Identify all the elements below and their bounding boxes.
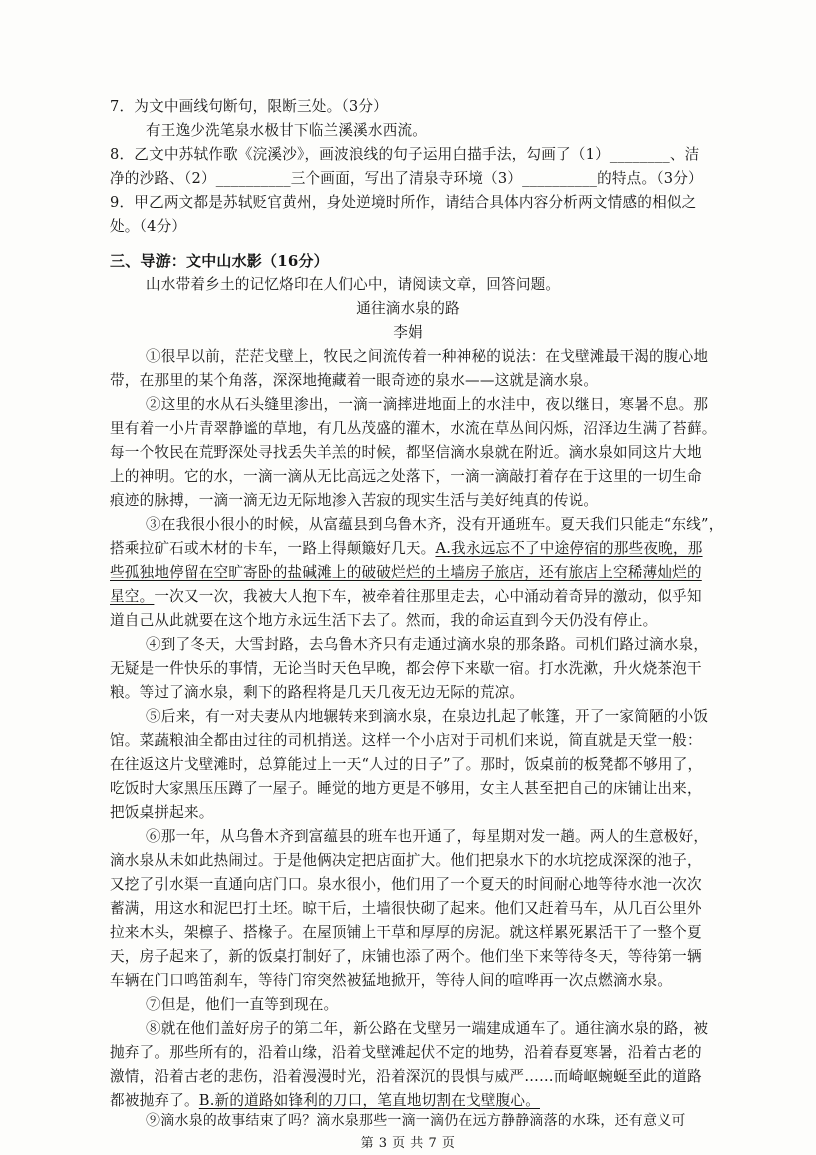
paragraph-6-line: 拉来木头，架檩子、搭椽子。在屋顶铺上干草和厚厚的房泥。就这样累死累活干了一整个夏	[110, 924, 702, 941]
paragraph-2-line: 痕迹的脉搏，一滴一滴无边无际地渗入苦寂的现实生活与美好纯真的传说。	[110, 492, 599, 509]
article-title: 通往滴水泉的路	[356, 300, 460, 317]
paragraph-5-line: 吃饭时大家黑压压蹲了一屋子。睡觉的地方更是不够用，女主人甚至把自己的床铺让出来，	[110, 780, 702, 797]
paragraph-5-line: 把饭桌拼起来。	[110, 804, 214, 821]
paragraph-6-line: 又挖了引水渠一直通向店门口。泉水很小，他们用了一个夏天的时间耐心地等待水池一次次	[110, 876, 702, 893]
paragraph-8-line: ⑧就在他们盖好房子的第二年，新公路在戈壁另一端建成通车了。通往滴水泉的路，被	[146, 1020, 709, 1037]
paragraph-4-line: ④到了冬天，大雪封路，去乌鲁木齐只有走通过滴水泉的那条路。司机们路过滴水泉，	[146, 636, 709, 653]
underlined-sentence-b: B.新的道路如锋利的刀口，笔直地切割在戈壁腹心。	[198, 1092, 540, 1109]
paragraph-2-line: 里有着一小片青翠静谧的草地，有几丛茂盛的灌木，水流在草丛间闪烁，沼泽边生满了苔藓。	[110, 420, 717, 437]
paragraph-4-line: 粮。等过了滴水泉，剩下的路程将是几天几夜无边无际的荒凉。	[110, 684, 525, 701]
paragraph-3-text: 一次又一次，我被大人抱下车，被牵着往那里走去，心中涌动着奇异的激动，似乎知	[154, 588, 702, 605]
paragraph-3-line: ③在我很小很小的时候，从富蕴县到乌鲁木齐，没有开通班车。夏天我们只能走“东线”，	[146, 516, 724, 533]
paragraph-3-line-4	[110, 588, 702, 606]
paragraph-2-line: ②这里的水从石头缝里渗出，一滴一滴摔进地面上的水洼中，夜以继日，寒暑不息。那	[146, 396, 709, 413]
question-9-line-2: 处。（4分）	[110, 218, 187, 235]
underlined-sentence-a-end: 星空。	[110, 588, 155, 605]
paragraph-6-line: 天，房子起来了，新的饭桌打制好了，床铺也添了两个。他们坐下来等待冬天，等待第一辆	[110, 948, 702, 965]
paragraph-6-line: 车辆在门口鸣笛刹车，等待门帘突然被猛地掀开，等待人间的喧哗再一次点燃滴水泉。	[110, 972, 673, 989]
paragraph-8-line: 抛弃了。那些所有的，沿着山缘，沿着戈壁滩起伏不定的地势，沿着春夏寒暑，沿着古老的	[110, 1044, 702, 1061]
paragraph-1-line: 带，在那里的某个角落，深深地掩藏着一眼奇迹的泉水——这就是滴水泉。	[110, 372, 599, 389]
section-heading: 三、导游：文中山水影（16分）	[110, 252, 329, 270]
question-7-sentence: 有王逸少洗笔泉水极甘下临兰溪溪水西流。	[146, 122, 428, 139]
paragraph-5-line: 在往返这片戈壁滩时，总算能过上一天“人过的日子”了。那时，饭桌前的板凳都不够用了，	[110, 756, 703, 773]
underlined-sentence-a-cont: 些孤独地停留在空旷寄卧的盐碱滩上的破破烂烂的土墙房子旅店，还有旅店上空稀薄灿烂的	[110, 564, 702, 581]
question-7: 7．为文中画线句断句，限断三处。（3分）	[110, 98, 388, 115]
paragraph-9-line: ⑨滴水泉的故事结束了吗？滴水泉那些一滴一滴仍在远方静静滴落的水珠，还有意义可	[146, 1113, 686, 1129]
article-author: 李娟	[393, 324, 423, 341]
paragraph-8-line-4	[110, 1092, 540, 1110]
question-8-line-2: 净的沙路、（2）__________三个画面，写出了清泉寺环境（3）__________的特点。（3分）	[110, 170, 703, 187]
paragraph-6-line: 滴水泉从未如此热闹过。于是他俩决定把店面扩大。他们把泉水下的水坑挖成深深的池子，	[110, 852, 702, 869]
paragraph-6-line: ⑥那一年，从乌鲁木齐到富蕴县的班车也开通了，每星期对发一趟。两人的生意极好，	[146, 828, 709, 845]
paragraph-8-text: 都被抛弃了。	[110, 1092, 199, 1109]
paragraph-8-line: 激情，沿着古老的悲伤，沿着漫漫时光，沿着深沉的畏惧与威严……而崎岖蜿蜒至此的道路	[110, 1068, 702, 1085]
paragraph-3-line-2	[110, 540, 703, 558]
paragraph-2-line: 上的神明。它的水，一滴一滴从无比高远之处落下，一滴一滴敲打着存在于这里的一切生命	[110, 468, 702, 485]
paragraph-2-line: 每一个牧民在荒野深处寻找丢失羊羔的时候，都坚信滴水泉就在附近。滴水泉如同这片大地	[110, 444, 702, 461]
question-8-line-1: 8．乙文中苏轼作歌《浣溪沙》，画波浪线的句子运用白描手法，勾画了（1）________、洁	[110, 146, 700, 163]
paragraph-4-line: 无疑是一件快乐的事情，无论当时天色早晚，都会停下来歇一宿。打水洗漱，升火烧茶泡干	[110, 660, 702, 677]
paragraph-5-line: 馆。菜蔬粮油全都由过往的司机捎送。这样一个小店对于司机们来说，简直就是天堂一般：	[110, 732, 702, 749]
section-intro: 山水带着乡土的记忆烙印在人们心中，请阅读文章，回答问题。	[146, 276, 561, 293]
paragraph-6-line: 蓄满，用这水和泥巴打土坯。晾干后，土墙很快砌了起来。他们又赶着马车，从几百公里外	[110, 900, 702, 917]
paragraph-5-line: ⑤后来，有一对夫妻从内地辗转来到滴水泉，在泉边扎起了帐篷，开了一家简陋的小饭	[146, 708, 709, 725]
page-footer: 第 3 页 共 7 页	[360, 1136, 456, 1151]
paragraph-7-line: ⑦但是，他们一直等到现在。	[146, 996, 339, 1013]
paragraph-3-line: 道自己从此就要在这个地方永远生活下去了。然而，我的命运直到今天仍没有停止。	[110, 612, 658, 629]
underlined-sentence-a: A.我永远忘不了中途停宿的那些夜晚，那	[435, 540, 703, 557]
paragraph-1-line: ①很早以前，茫茫戈壁上，牧民之间流传着一种神秘的说法：在戈壁滩最干渴的腹心地	[146, 348, 709, 365]
paragraph-3-text: 搭乘拉矿石或木材的卡车，一路上得颠簸好几天。	[110, 540, 436, 557]
question-9-line-1: 9．甲乙两文都是苏轼贬官黄州，身处逆境时所作，请结合具体内容分析两文情感的相似之	[110, 194, 697, 211]
